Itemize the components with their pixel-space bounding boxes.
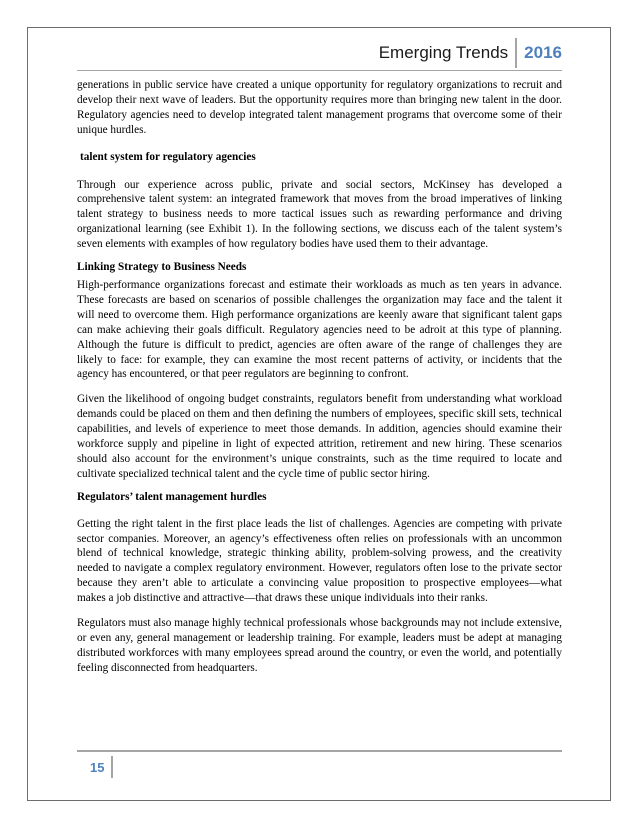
page-number-label: 15 [90, 759, 105, 775]
paragraph-technical-professionals: Regulators must also manage highly technical professionals whose backgrounds may not include extensive, or even any, general management or leadership training. For example, leaders must be adept at managing distributed workforces with many employees spread around the country, or even the world, and potentially feeling disconnected from headquarters. [77, 617, 562, 674]
header-rule [77, 70, 562, 71]
page-number-separator [111, 756, 113, 778]
paragraph-linking-strategy: High-performance organizations forecast and estimate their workloads as much as ten years in advance. These forecasts are based on scenarios of possible challenges the organization may face and the talent it will need to overcome them. High performance organizations are keenly aware that significant talent gaps can make achieving their goals difficult. Regulatory agencies need to be adroit at this type of planning. Although the future is difficult to predict, agencies are often aware of the range of challenges they are likely to face: for example, they can examine the most recent patterns of activity, or incidents that the agency has encountered, or that peer regulators are beginning to confront. [77, 278, 562, 381]
footer-rule [77, 750, 562, 752]
page-header [379, 38, 562, 68]
heading-talent-system: talent system for regulatory agencies [80, 150, 256, 163]
heading-linking-strategy: Linking Strategy to Business Needs [77, 261, 247, 274]
header-title: Emerging Trends [378, 43, 509, 62]
heading-talent-hurdles: Regulators’ talent management hurdles [77, 490, 267, 503]
paragraph-talent-system: Through our experience across public, private and social sectors, McKinsey has developed a comprehensive talent system: an integrated framework that moves from the broad imperatives of linking talent strategy to business needs to more tactical issues such as rewarding performance and driving organizational learning (see Exhibit 1). In the following sections, we discuss each of the talent system’s seven elements with examples of how regulatory bodies have used them to their advantage. [77, 178, 562, 251]
paragraph-budget-constraints: Given the likelihood of ongoing budget constraints, regulators benefit from understanding what workload demands could be placed on them and then defining the numbers of employees, specific skill sets, technical capabilities, and levels of experience to meet those demands. In addition, agencies should examine their workforce supply and pipeline in light of expected attrition, retirement and new hiring. These scenarios should also account for the environment’s unique constraints, such as the time required to locate and cultivate specialized technical talent and the cycle time of public sector hiring. [77, 393, 562, 480]
header-year: 2016 [524, 43, 562, 62]
paragraph-intro: generations in public service have created a unique opportunity for regulatory organizations to recruit and develop their next wave of leaders. But the opportunity requires more than bringing new talent in the door. Regulatory agencies need to develop integrated talent management programs that overcome some of their unique hurdles. [77, 79, 562, 136]
paragraph-right-talent: Getting the right talent in the first place leads the list of challenges. Agencies are competing with private sector companies. Moreover, an agency’s effectiveness often relies on professionals with an uncommon blend of technical knowledge, strategic thinking ability, problem-solving prowess, and the creativity needed to navigate a complex regulatory environment. However, regulators often lose to the private sector because they aren’t able to articulate a convincing value proposition to prospective employees—what makes a job distinctive and attractive—that draws these unique individuals into their ranks. [77, 517, 562, 605]
page-body [77, 78, 562, 676]
page-number [90, 756, 113, 778]
